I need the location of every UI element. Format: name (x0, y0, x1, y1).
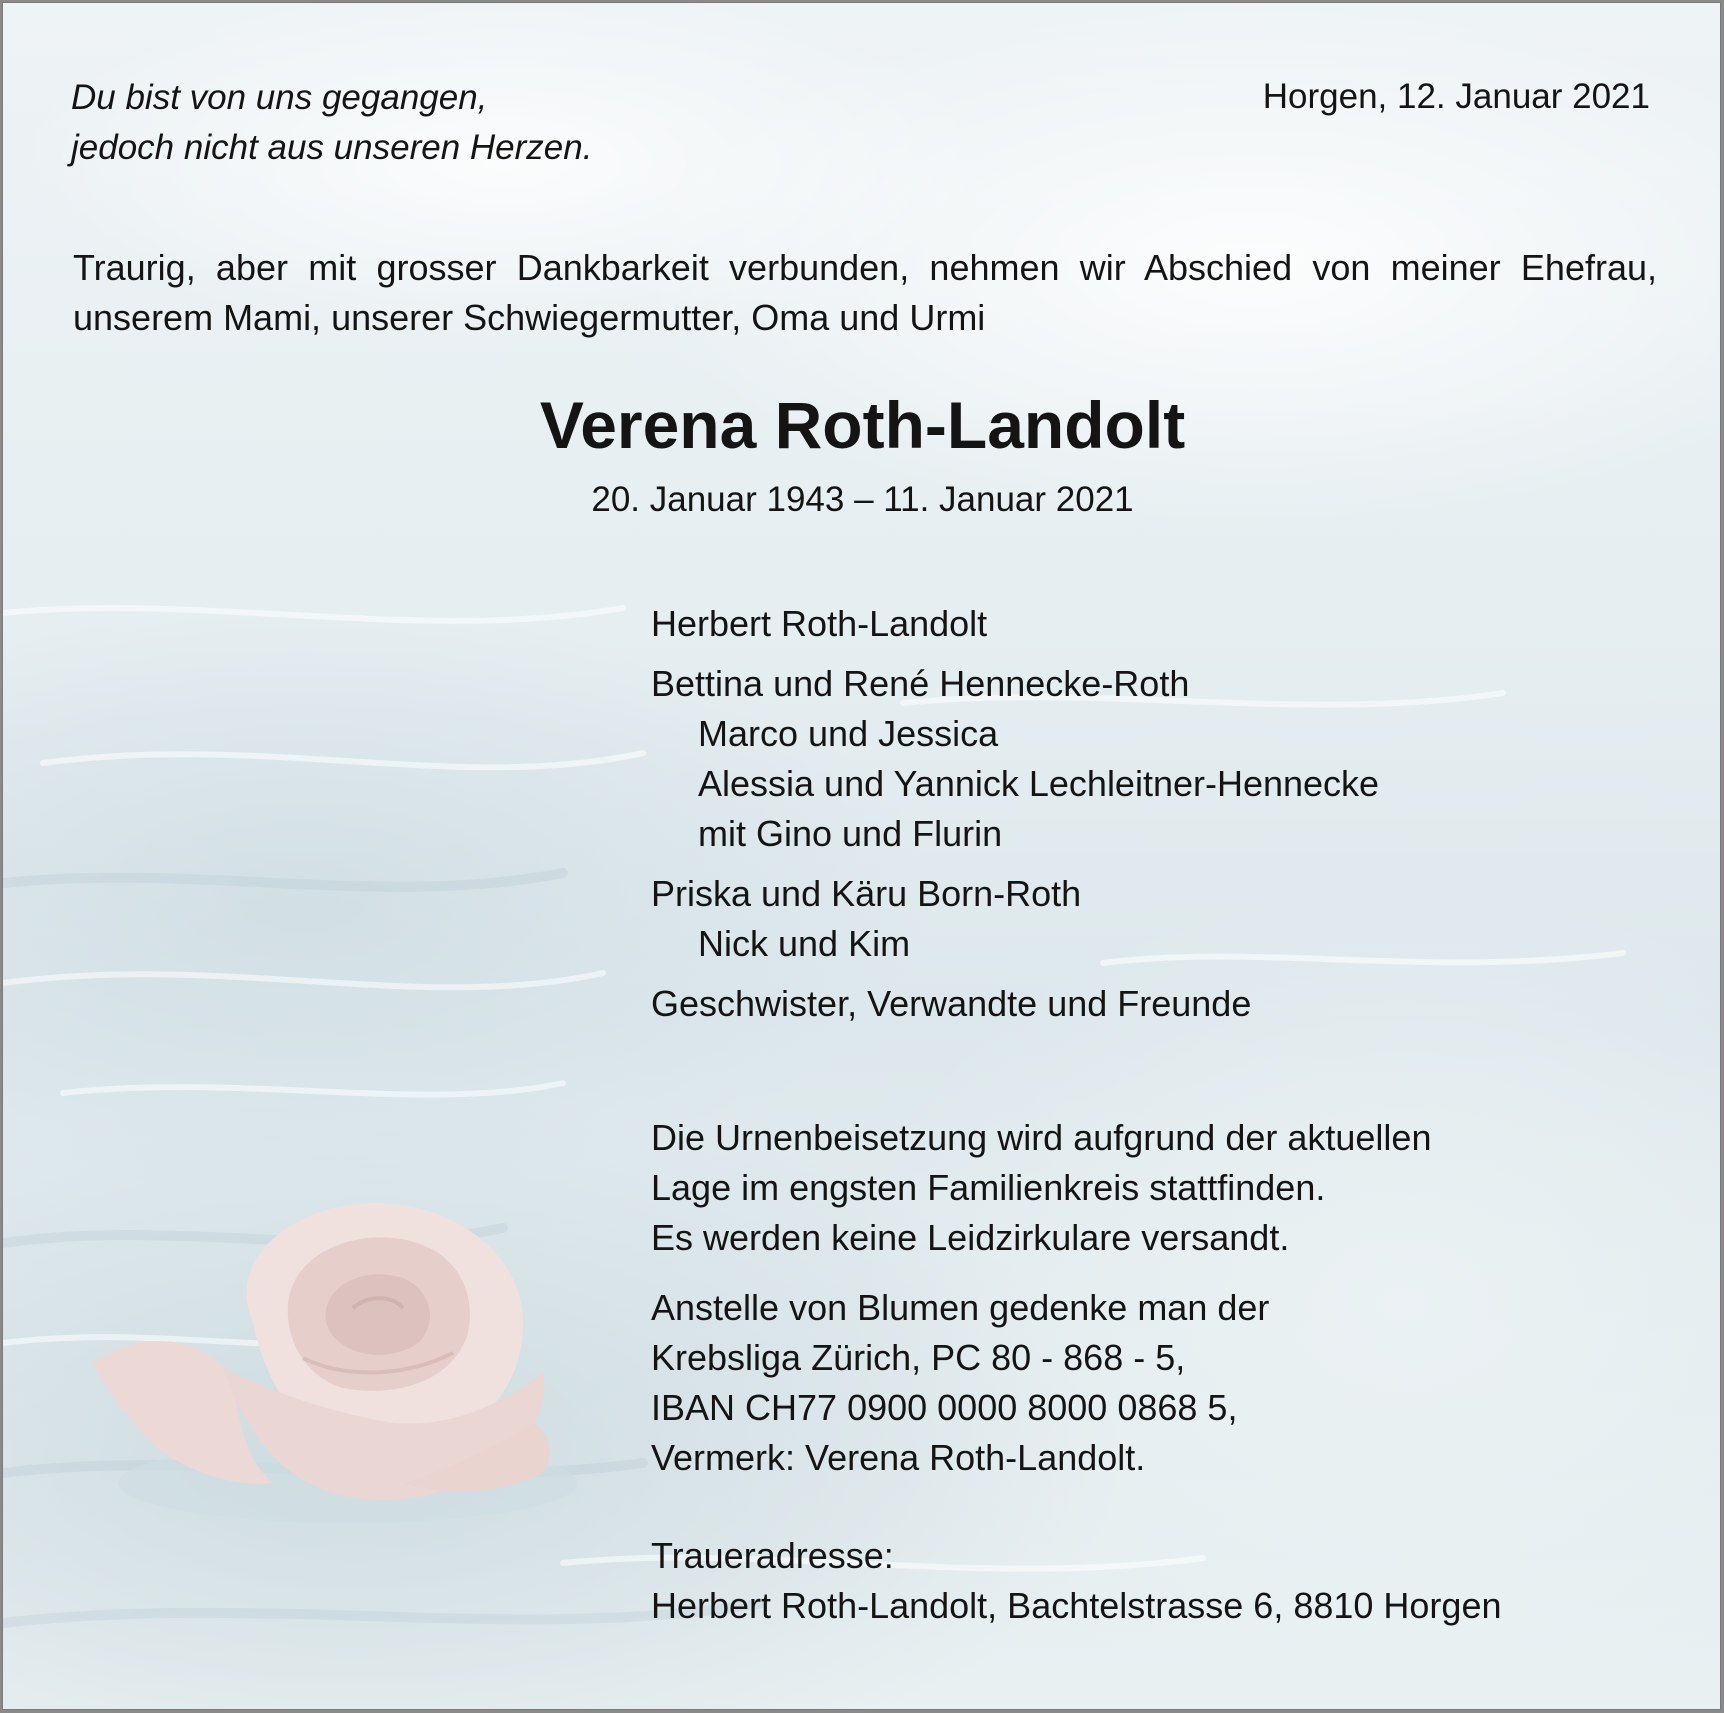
mourners-list (651, 599, 1379, 1039)
place-date: Horgen, 12. Januar 2021 (1262, 77, 1650, 116)
mourner-name: Marco und Jessica (698, 713, 999, 754)
intro-text (73, 243, 1657, 343)
mourner-name: Priska und Käru Born-Roth (651, 873, 1082, 914)
motto-line: Du bist von uns gegangen, (71, 78, 488, 117)
burial-line: Es werden keine Leidzirkulare versandt. (651, 1217, 1290, 1258)
burial-line: Lage im engsten Familienkreis stattfinden. (651, 1167, 1326, 1208)
mourner-others (651, 979, 1379, 1029)
mourner-name: Geschwister, Verwandte und Freunde (651, 983, 1252, 1024)
donation-line: IBAN CH77 0900 0000 8000 0868 5, (651, 1387, 1238, 1428)
mourner-name: Bettina und René Hennecke-Roth (651, 663, 1190, 704)
notice-info (651, 1113, 1501, 1631)
burial-notice (651, 1113, 1501, 1263)
donation-line: Krebsliga Zürich, PC 80 - 868 - 5, (651, 1337, 1186, 1378)
address-value: Herbert Roth-Landolt, Bachtelstrasse 6, 8810 Horgen (651, 1585, 1502, 1626)
mourner-family (651, 869, 1379, 969)
mourner-name: mit Gino und Flurin (698, 813, 1003, 854)
mourning-address (651, 1531, 1501, 1631)
intro-line: Traurig, aber mit grosser Dankbarkeit verbunden, nehmen wir Abschied von meiner (73, 247, 1501, 288)
donation-line: Anstelle von Blumen gedenke man der (651, 1287, 1270, 1328)
address-label: Traueradresse: (651, 1535, 894, 1576)
burial-line: Die Urnenbeisetzung wird aufgrund der aktuellen (651, 1117, 1432, 1158)
lifespan: 20. Januar 1943 – 11. Januar 2021 (591, 480, 1134, 519)
motto-line: jedoch nicht aus unseren Herzen. (71, 128, 593, 167)
donation-notice (651, 1283, 1501, 1483)
rose-icon (73, 1183, 593, 1543)
mourner-name: Herbert Roth-Landolt (651, 603, 988, 644)
donation-line: Vermerk: Verena Roth-Landolt. (651, 1437, 1146, 1478)
motto (71, 73, 592, 173)
mourner-spouse (651, 599, 1379, 649)
mourner-family (651, 659, 1379, 859)
obituary-card (2, 2, 1721, 1710)
deceased-name: Verena Roth-Landolt (539, 388, 1186, 462)
mourner-name: Alessia und Yannick Lechleitner-Hennecke (698, 763, 1380, 804)
mourner-name: Nick und Kim (698, 923, 911, 964)
intro-line: Ehefrau, unserem Mami, unserer Schwiegermutter, Oma und Urmi (73, 247, 1657, 338)
